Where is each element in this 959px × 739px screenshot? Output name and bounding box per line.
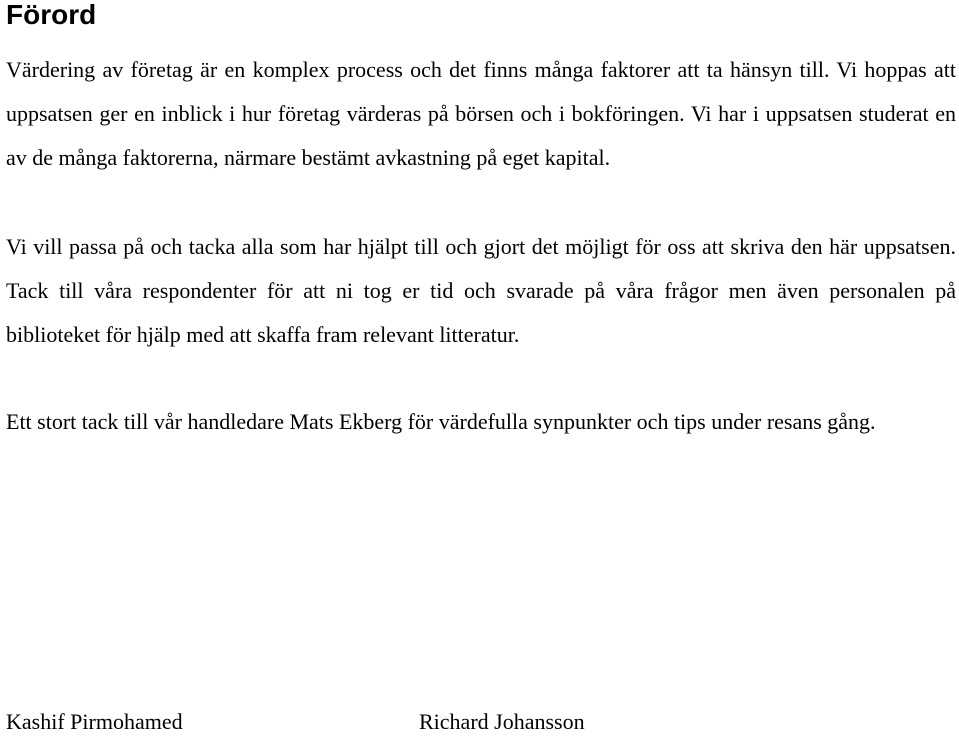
- paragraph-intro: Värdering av företag är en komplex process och det finns många faktorer att ta hänsyn till. Vi hoppas att uppsatsen ger en inblick i hur företag värderas på börsen och i bokföringen. Vi har i uppsatsen studerat en av de många faktorerna, närmare bestämt avkastning på eget kapital.: [6, 57, 956, 170]
- paragraph-supervisor: Ett stort tack till vår handledare Mats Ekberg för värdefulla synpunkter och tips under resans gång.: [6, 409, 876, 434]
- signature-author-2: Richard Johansson: [419, 709, 585, 734]
- paragraph-thanks: Vi vill passa på och tacka alla som har hjälpt till och gjort det möjligt för oss att skriva den här uppsatsen. Tack till våra respondenter för att ni tog er tid och svarade på våra frågor men även personalen på biblioteket för hjälp med att skaffa fram relevant litteratur.: [6, 234, 956, 347]
- signature-author-1: Kashif Pirmohamed: [6, 709, 183, 734]
- page-title: Förord: [6, 0, 97, 30]
